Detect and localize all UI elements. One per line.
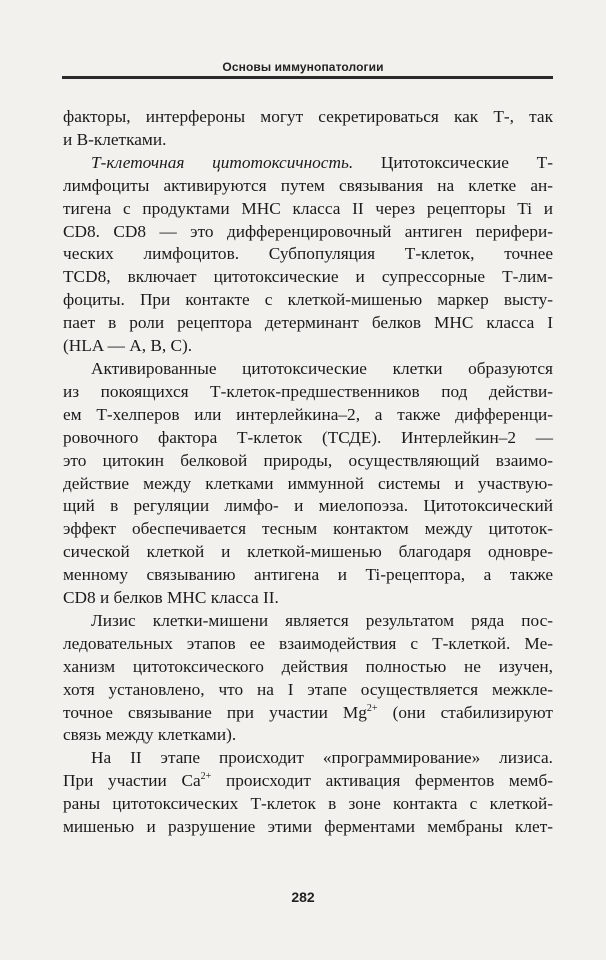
section-lead-italic: Т-клеточная цитотоксичность. xyxy=(91,152,354,172)
paragraph-3 xyxy=(63,358,553,610)
text-line: и В-клетками. xyxy=(63,129,167,149)
running-header-title: Основы иммунопатологии xyxy=(222,60,384,74)
text-line: действие между клетками иммунной системы и участвую- xyxy=(63,473,553,493)
body-text xyxy=(63,106,553,839)
text-line: ем Т-хелперов или интерлейкина–2, а также дифференци- xyxy=(63,404,553,424)
text-line: связь между клетками). xyxy=(63,725,237,745)
text-line: ледовательных этапов ее взаимодействия с Т-клеткой. Ме- xyxy=(63,633,553,653)
text-line: ханизм цитотоксического действия полностью не изучен, xyxy=(63,656,553,676)
paragraph-1 xyxy=(63,106,553,152)
text-line: эффект обеспечивается тесным контактом между цитоток- xyxy=(63,519,553,539)
text-line: мишенью и разрушение этими ферментами мембраны клет- xyxy=(63,817,553,837)
text-line: CD8 и белков МНС класса II. xyxy=(63,588,279,608)
text-line: ческих лимфоцитов. Субпопуляция Т-клеток, точнее xyxy=(63,244,553,264)
paragraph-5 xyxy=(63,747,553,839)
text-line: точное связывание при участии $Mg^{2+}$ (они стабилизируют xyxy=(63,702,553,722)
paragraph-4 xyxy=(63,610,553,747)
page-number: 282 xyxy=(291,889,315,905)
text-line: сической клеткой и клеткой-мишенью благодаря одновре- xyxy=(63,542,553,562)
text-line: На II этапе происходит «программирование» лизиса. xyxy=(91,748,553,768)
text-line: менному связыванию антигена и Ti-рецептора, а также xyxy=(63,565,553,585)
text-line: раны цитотоксических Т-клеток в зоне контакта с клеткой- xyxy=(63,794,553,814)
header-rule xyxy=(62,76,553,79)
text-line: тигена с продуктами МНС класса II через рецепторы Ti и xyxy=(63,198,553,218)
text-line: ровочного фактора Т-клеток (ТСДЕ). Интерлейкин–2 — xyxy=(63,427,553,447)
text-line: лимфоциты активируются путем связывания на клетке ан- xyxy=(63,175,553,195)
text-line: TCD8, включает цитотоксические и супрессорные Т-лим- xyxy=(63,267,553,287)
text-line: хотя установлено, что на I этапе осуществляется межкле- xyxy=(63,679,553,699)
text-line: это цитокин белковой природы, осуществляющий взаимо- xyxy=(63,450,553,470)
text-line: щий в регуляции лимфо- и миелопоэза. Цитотоксический xyxy=(63,496,553,516)
text-line: (HLA — А, В, С). xyxy=(63,336,193,356)
text-line: факторы, интерфероны могут секретироваться как Т-, так xyxy=(63,107,553,126)
paragraph-2 xyxy=(63,152,553,358)
text-line: фоциты. При контакте с клеткой-мишенью маркер высту- xyxy=(63,290,553,310)
text-line: Т-клеточная цитотоксичность. Цитотоксические Т- xyxy=(91,152,553,172)
text-line: из покоящихся Т-клеток-предшественников под действи- xyxy=(63,381,553,401)
text-line: CD8. CD8 — это дифференцировочный антиген перифери- xyxy=(63,221,553,241)
text-line: При участии $Ca^{2+}$ происходит активация ферментов мемб- xyxy=(63,771,553,791)
superscript-charge: 2+ xyxy=(366,702,378,714)
superscript-charge: 2+ xyxy=(200,771,212,783)
text-line: Лизис клетки-мишени является результатом ряда пос- xyxy=(91,610,553,630)
text-line: пает в роли рецептора детерминант белков МНС класса I xyxy=(63,313,553,333)
text-line: Активированные цитотоксические клетки образуются xyxy=(91,358,553,378)
